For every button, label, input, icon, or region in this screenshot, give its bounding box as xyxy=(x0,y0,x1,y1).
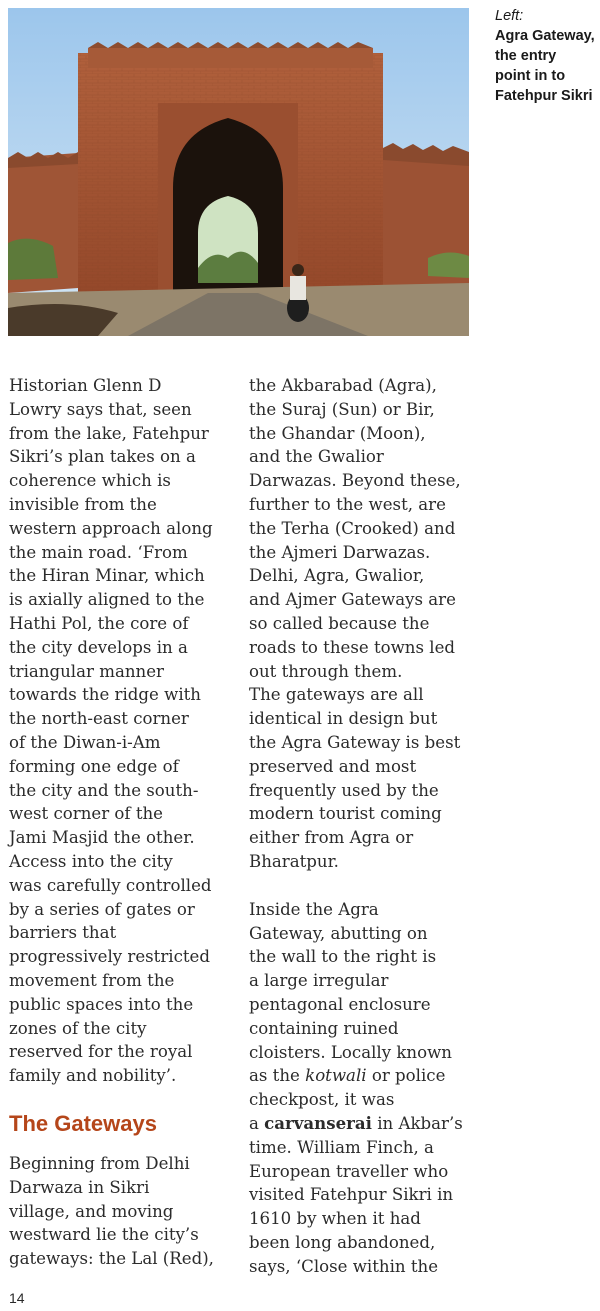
text-column-right xyxy=(249,374,475,1278)
section-heading: The Gateways xyxy=(9,1110,157,1136)
caption-body: Agra Gateway, the entry point in to Fatehpur Sikri xyxy=(495,28,595,104)
caption-lead: Left: xyxy=(495,8,524,24)
term-carvanserai: carvanserai xyxy=(264,1112,372,1133)
paragraph-gateways-list: the Akbarabad (Agra), the Suraj (Sun) or Bir, the Ghandar (Moon), and the Gwalior Darwazas. Beyond these, further to the west, are the Terha (Crooked) and the Ajmeri Darwazas. Delhi, Agra, Gwalior, and Ajmer Gateways are so called because the roads to these towns led out through them. The gateways are all identical in design but the Agra Gateway is best preserved and most frequently used by the modern tourist coming either from Agra or Bharatpur. xyxy=(249,376,461,871)
paragraph-agra-gateway-inside xyxy=(249,898,475,1279)
paragraph-lowry: Historian Glenn D Lowry says that, seen from the lake, Fatehpur Sikri’s plan takes on a coherence which is invisible from the western approach along the main road. ‘From the Hiran Minar, which is axially aligned to the Hathi Pol, the core of the city develops in a triangular manner towards the ridge with the north-east corner of the Diwan-i-Am forming one edge of the city and the south- west corner of the Jami Masjid the other. Access into the city was carefully controlled by a series of gates or barriers that progressively restricted movement from the public spaces into the zones of the city reserved for the royal family and nobility’. xyxy=(9,376,213,1086)
term-kotwali: kotwali xyxy=(305,1066,367,1086)
photo-caption xyxy=(495,6,595,106)
text-column-left xyxy=(9,374,229,1271)
paragraph-gateways-intro: Beginning from Delhi Darwaza in Sikri village, and moving westward lie the city’s gateways: the Lal (Red), xyxy=(9,1153,214,1269)
text-run: or police checkpost, it was a xyxy=(249,1066,446,1133)
page-number: 14 xyxy=(9,1290,25,1306)
agra-gateway-photo xyxy=(8,8,469,336)
text-run: Inside the Agra Gateway, abutting on the wall to the right is a large irregular pentagonal enclosure containing ruined cloisters. Locally known as the xyxy=(249,899,452,1086)
text-run: in Akbar’s time. William Finch, a European traveller who visited Fatehpur Sikri in 1610 by when it had been long abandoned, says, ‘Close within the xyxy=(249,1113,463,1276)
